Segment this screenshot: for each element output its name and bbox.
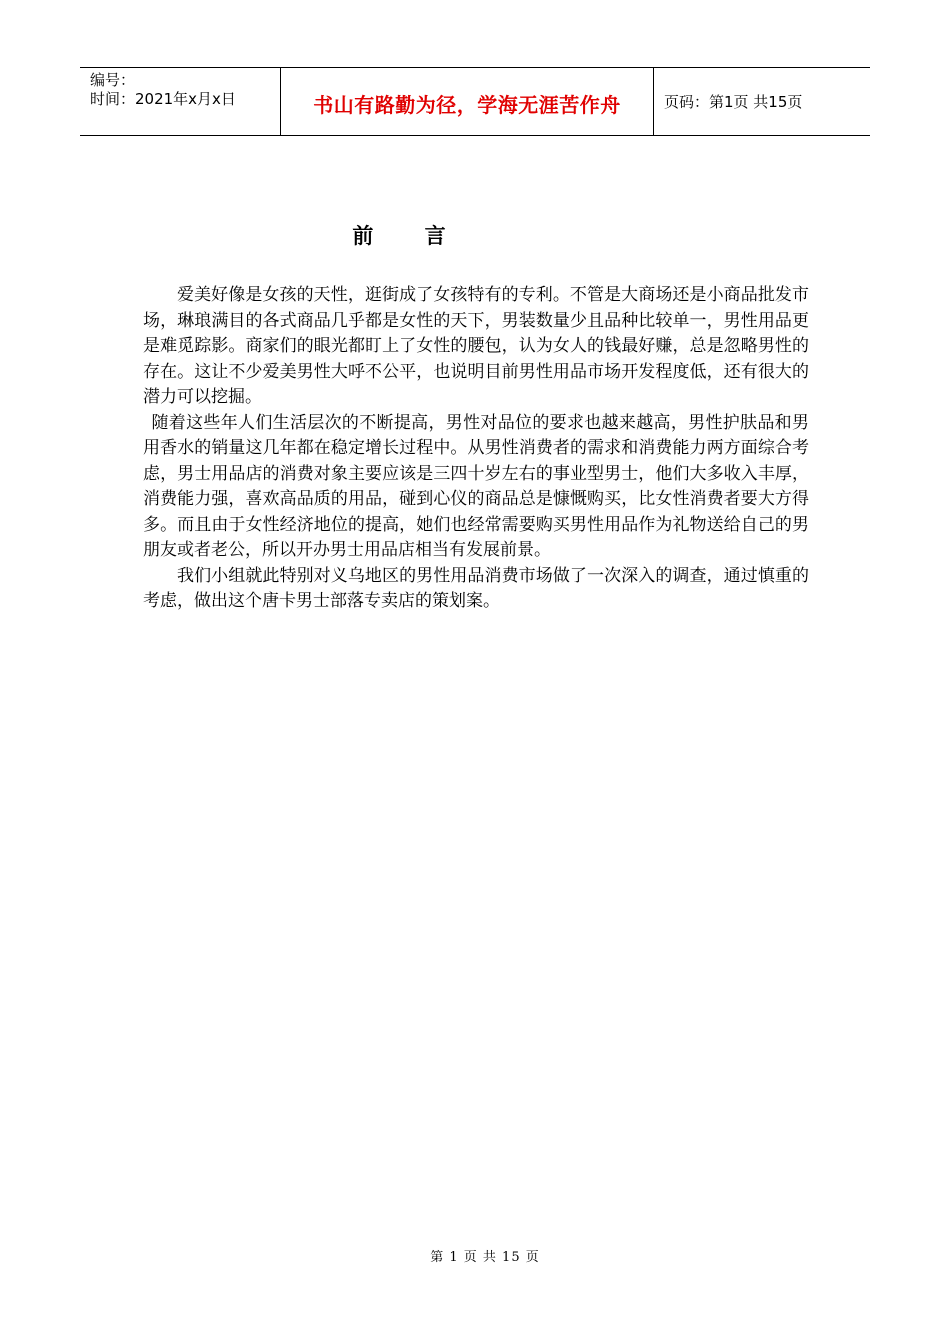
- header-page-cell: [654, 68, 870, 135]
- body-paragraph: 我们小组就此特别对义乌地区的男性用品消费市场做了一次深入的调查，通过慎重的考虑，做出这个唐卡男士部落专卖店的策划案。: [143, 565, 809, 611]
- document-body: [143, 283, 809, 615]
- header-motto-cell: [281, 68, 654, 135]
- document-header: [80, 67, 870, 136]
- header-number-label: 编号：: [90, 71, 136, 89]
- header-time-label: 时间：2021年x月x日: [90, 90, 236, 108]
- header-motto: 书山有路勤为径，学海无涯苦作舟: [313, 93, 621, 117]
- body-paragraph: 随着这些年人们生活层次的不断提高，男性对品位的要求也越来越高，男性护肤品和男用香水的销量这几年都在稳定增长过程中。从男性消费者的需求和消费能力两方面综合考虑，男士用品店的消费对象主要应该是三四十岁左右的事业型男士，他们大多收入丰厚，消费能力强，喜欢高品质的用品，碰到心仪的商品总是慷慨购买，比女性消费者要大方得多。而且由于女性经济地位的提高，她们也经常需要购买男性用品作为礼物送给自己的男朋友或者老公，所以开办男士用品店相当有发展前景。: [143, 412, 809, 560]
- page-title: 前 言: [352, 224, 468, 248]
- header-meta-cell: [80, 68, 281, 135]
- body-paragraph: 爱美好像是女孩的天性，逛街成了女孩特有的专利。不管是大商场还是小商品批发市场，琳琅满目的各式商品几乎都是女性的天下，男装数量少且品种比较单一，男性用品更是难觅踪影。商家们的眼光都盯上了女性的腰包，认为女人的钱最好赚，总是忽略男性的存在。这让不少爱美男性大呼不公平，也说明目前男性用品市场开发程度低，还有很大的潜力可以挖掘。: [143, 285, 809, 407]
- page-footer: 第 1 页 共 15 页: [430, 1250, 540, 1265]
- header-page-info: 页码：第1页 共15页: [664, 93, 803, 111]
